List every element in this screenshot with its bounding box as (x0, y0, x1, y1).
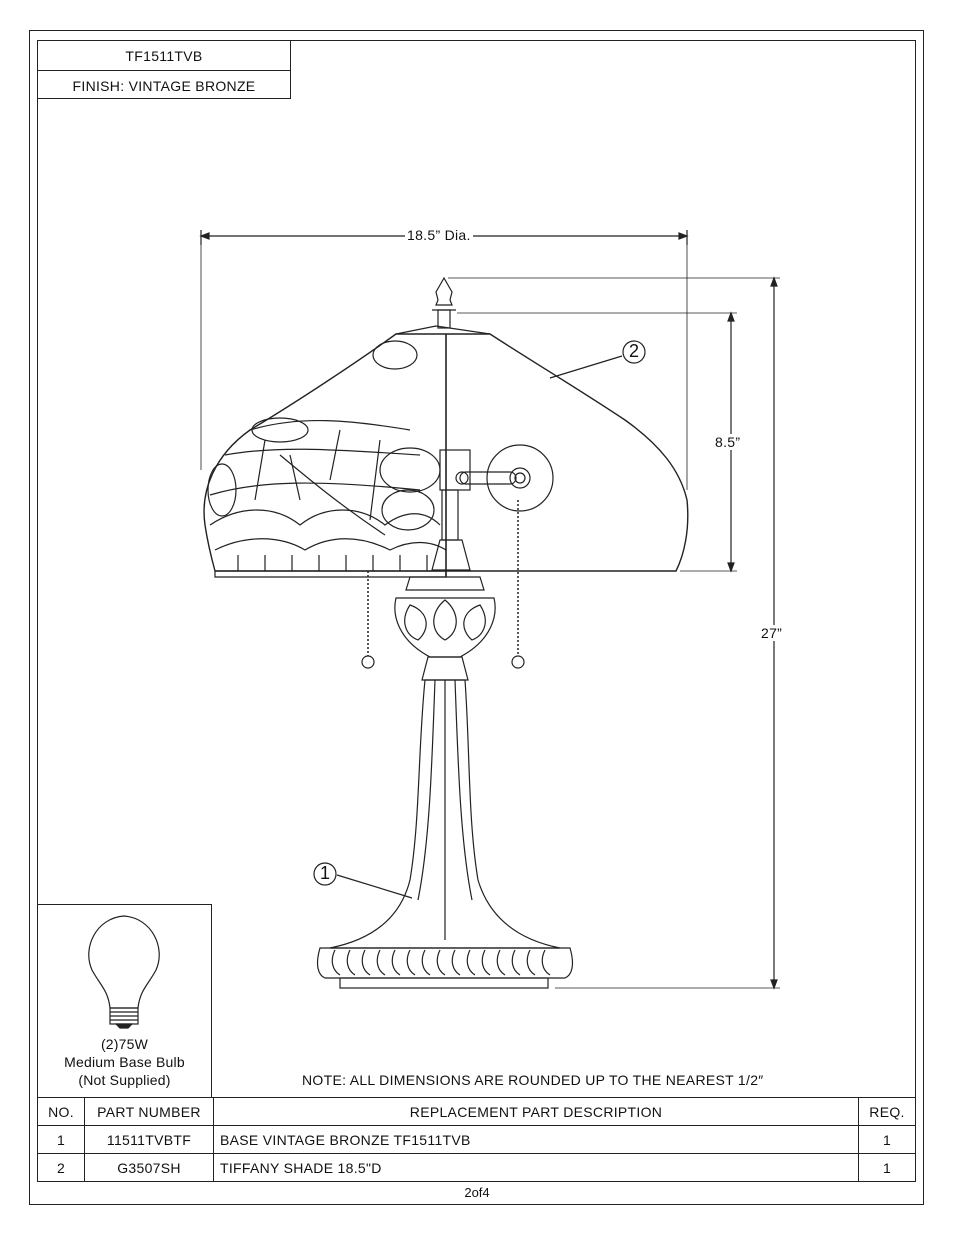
header-description: REPLACEMENT PART DESCRIPTION (214, 1098, 859, 1126)
bulb-wattage: (2)75W (100, 1036, 149, 1052)
row-description: BASE VINTAGE BRONZE TF1511TVB (214, 1126, 859, 1154)
row-no: 2 (38, 1154, 85, 1182)
parts-table (37, 1097, 916, 1182)
parts-table-header (38, 1098, 916, 1126)
shade-height-label: 8.5” (715, 434, 741, 450)
callout-base-number: 1 (319, 863, 330, 883)
dimension-note: NOTE: ALL DIMENSIONS ARE ROUNDED UP TO THE NEAREST 1/2″ (302, 1072, 764, 1088)
table-row (38, 1154, 916, 1182)
bulb-info-box (37, 904, 212, 1098)
bulb-note: (Not Supplied) (78, 1072, 171, 1088)
header-part-number: PART NUMBER (85, 1098, 214, 1126)
table-row (38, 1126, 916, 1154)
overall-height-label: 27” (761, 625, 783, 641)
finish-label: FINISH: VINTAGE BRONZE (38, 70, 290, 100)
callout-shade-number: 2 (628, 341, 639, 361)
row-part-number: G3507SH (85, 1154, 214, 1182)
row-no: 1 (38, 1126, 85, 1154)
header-no: NO. (38, 1098, 85, 1126)
row-req: 1 (859, 1126, 916, 1154)
page-number: 2of4 (464, 1185, 490, 1200)
header-req: REQ. (859, 1098, 916, 1126)
bulb-type: Medium Base Bulb (64, 1054, 185, 1070)
diameter-label: 18.5” Dia. (407, 227, 471, 243)
model-number: TF1511TVB (125, 47, 203, 64)
row-req: 1 (859, 1154, 916, 1182)
row-part-number: 11511TVBTF (85, 1126, 214, 1154)
row-description: TIFFANY SHADE 18.5"D (214, 1154, 859, 1182)
